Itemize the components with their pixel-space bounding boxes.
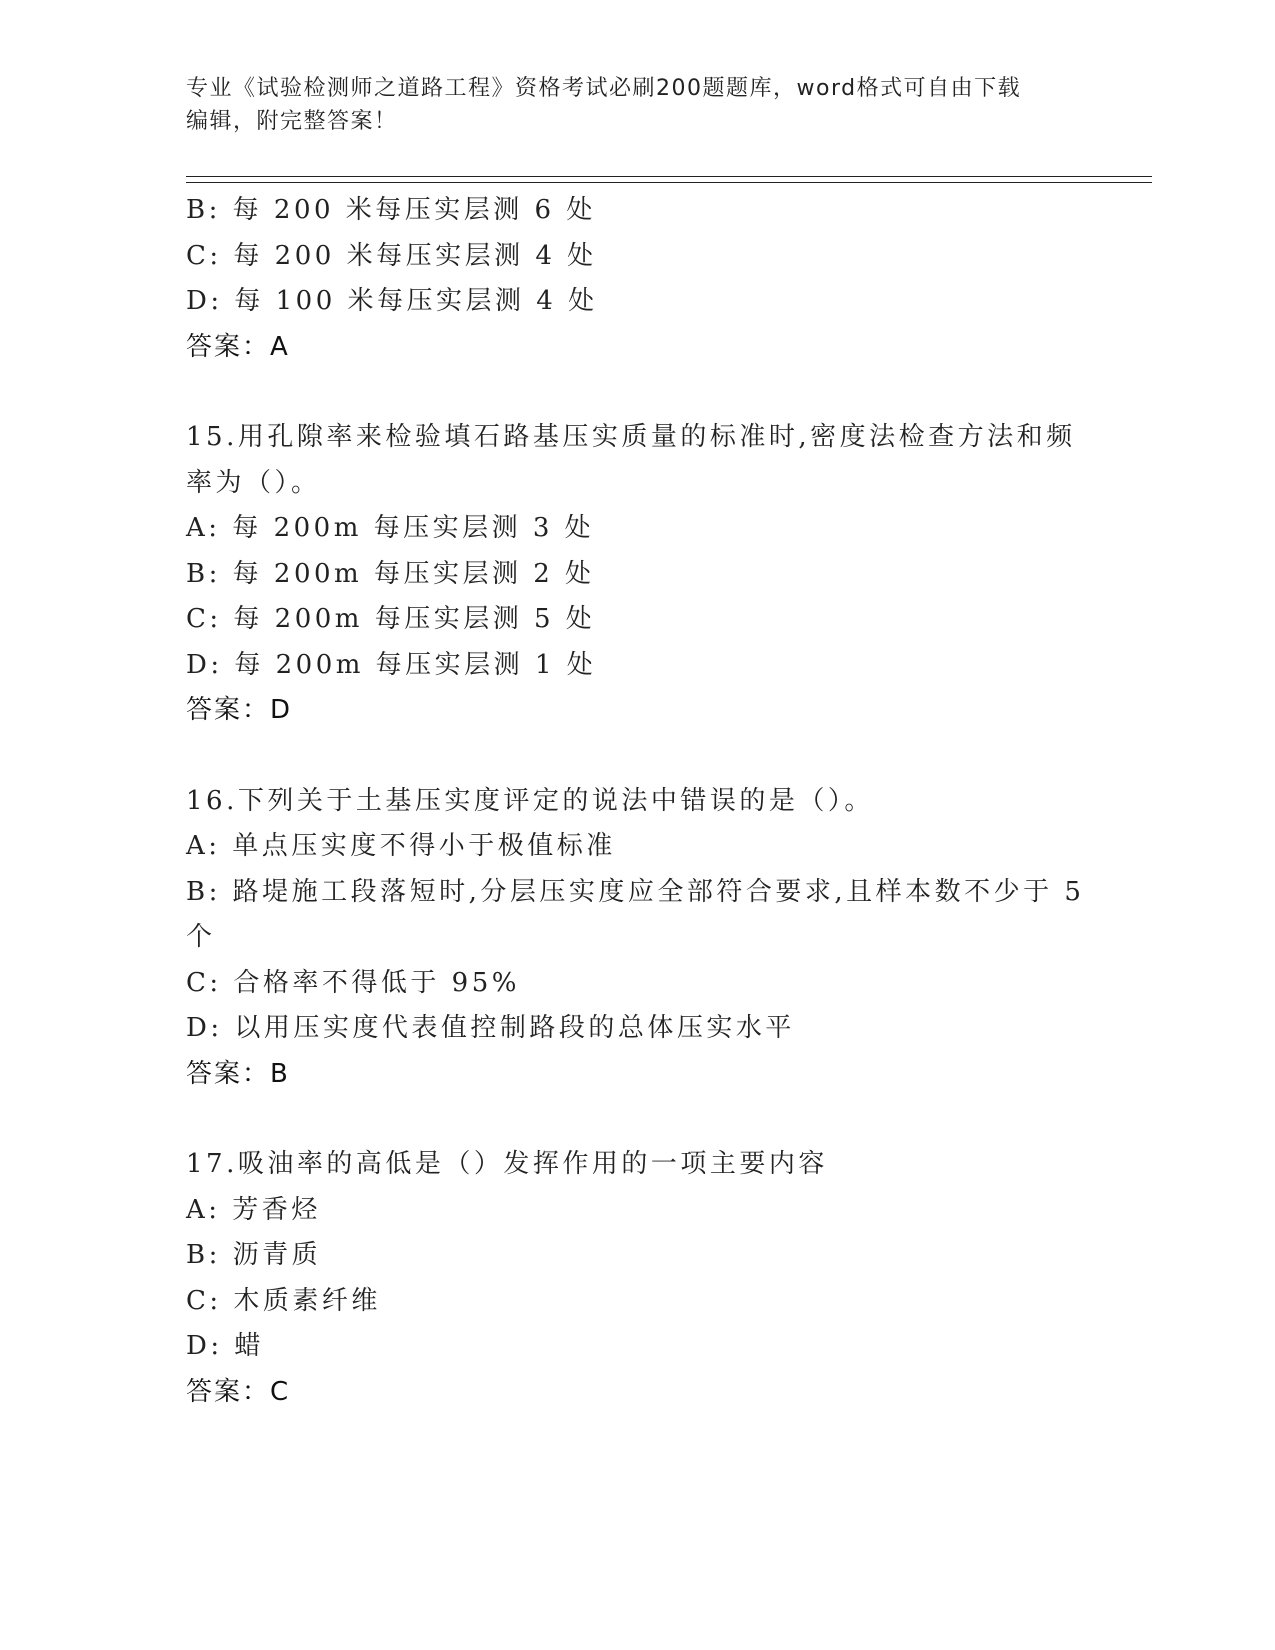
document-header: [186, 72, 1066, 138]
q17-option-c: C: 木质素纤维: [186, 1285, 381, 1316]
header-divider-top: [186, 176, 1152, 177]
question-15: [186, 415, 1086, 734]
spacer: [186, 370, 1086, 415]
question-17: [186, 1142, 1086, 1415]
q16-option-a: A: 单点压实度不得小于极值标准: [186, 831, 616, 861]
q15-stem-line-2: 率为（）。: [186, 467, 321, 498]
q17-stem: 17.吸油率的高低是（）发挥作用的一项主要内容: [186, 1149, 828, 1179]
q14-answer: 答案：A: [186, 331, 290, 362]
q15-answer: 答案：D: [186, 695, 293, 725]
header-line-2: 编辑，附完整答案！: [186, 109, 398, 134]
q16-option-b-line-1: B: 路堤施工段落短时,分层压实度应全部符合要求,且样本数不少于 5: [186, 876, 1085, 907]
question-14-tail: [186, 188, 1086, 370]
header-divider-bottom: [186, 182, 1152, 183]
q14-option-b: B: 每 200 米每压实层测 6 处: [186, 195, 596, 225]
question-list: [186, 188, 1086, 1415]
q17-option-a: A: 芳香烃: [186, 1194, 321, 1225]
q15-stem-line-1: 15.用孔隙率来检验填石路基压实质量的标准时,密度法检查方法和频: [186, 422, 1076, 452]
q15-option-b: B: 每 200m 每压实层测 2 处: [186, 558, 595, 589]
q17-option-d: D: 蜡: [186, 1331, 264, 1361]
q14-option-d: D: 每 100 米每压实层测 4 处: [186, 286, 598, 316]
q16-stem: 16.下列关于土基压实度评定的说法中错误的是（）。: [186, 785, 874, 816]
q16-option-d: D: 以用压实度代表值控制路段的总体压实水平: [186, 1013, 795, 1043]
q15-option-c: C: 每 200m 每压实层测 5 处: [186, 604, 596, 634]
spacer: [186, 1097, 1086, 1142]
q17-answer: 答案：C: [186, 1376, 291, 1407]
q14-option-c: C: 每 200 米每压实层测 4 处: [186, 240, 597, 271]
question-16: [186, 779, 1086, 1098]
header-line-1: 专业《试验检测师之道路工程》资格考试必刷200题题库，word格式可自由下载: [186, 76, 1022, 101]
spacer: [186, 734, 1086, 779]
q17-option-b: B: 沥青质: [186, 1240, 322, 1270]
q16-option-b-line-2: 个: [186, 922, 216, 952]
q15-option-d: D: 每 200m 每压实层测 1 处: [186, 649, 597, 680]
q15-option-a: A: 每 200m 每压实层测 3 处: [186, 513, 595, 543]
q16-option-c: C: 合格率不得低于 95%: [186, 967, 520, 998]
q16-answer: 答案：B: [186, 1058, 290, 1089]
